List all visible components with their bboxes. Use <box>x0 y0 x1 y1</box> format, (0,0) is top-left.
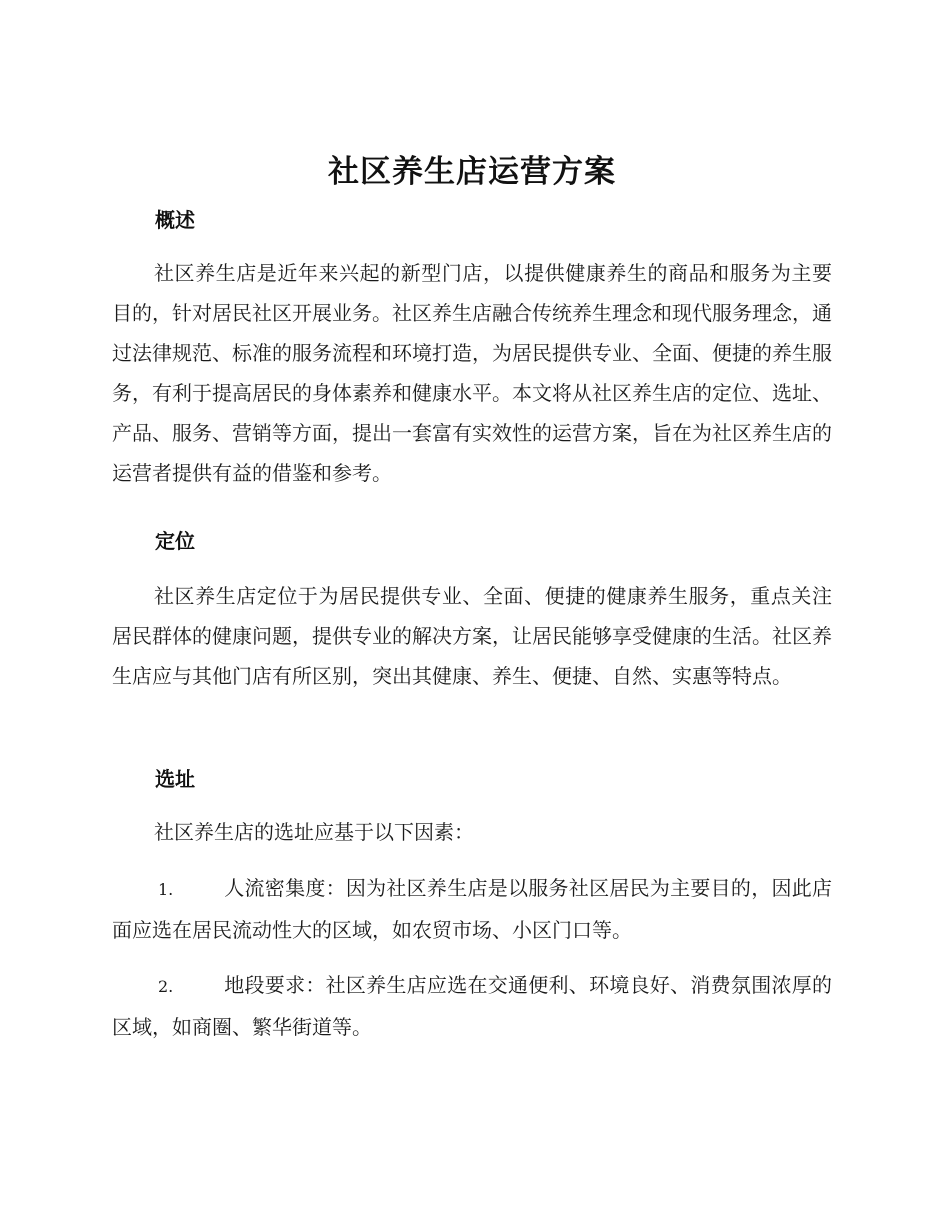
list-item-number: 2. <box>158 977 174 996</box>
list-item <box>112 965 832 1047</box>
list-item <box>112 868 832 950</box>
section-heading-overview: 概述 <box>155 208 195 232</box>
document-title: 社区养生店运营方案 <box>328 154 616 190</box>
section-paragraph-site-selection: 社区养生店的选址应基于以下因素： <box>154 820 474 844</box>
section-heading-positioning: 定位 <box>155 529 195 553</box>
section-heading-site-selection: 选址 <box>155 767 195 791</box>
section-paragraph-overview: 社区养生店是近年来兴起的新型门店，以提供健康养生的商品和服务为主要目的，针对居民社区开展业务。社区养生店融合传统养生理念和现代服务理念，通过法律规范、标准的服务流程和环境打造，为居民提供专业、全面、便捷的养生服务，有利于提高居民的身体素养和健康水平。本文将从社区养生店的定位、选址、产品、服务、营销等方面，提出一套富有实效性的运营方案，旨在为社区养生店的运营者提供有益的借鉴和参考。 <box>112 261 832 485</box>
list-item-number: 1. <box>158 880 174 899</box>
list-item-text: 地段要求：社区养生店应选在交通便利、环境良好、消费氛围浓厚的区域，如商圈、繁华街道等。 <box>112 973 832 1039</box>
list-item-text: 人流密集度：因为社区养生店是以服务社区居民为主要目的，因此店面应选在居民流动性大的区域，如农贸市场、小区门口等。 <box>112 876 832 942</box>
section-paragraph-positioning: 社区养生店定位于为居民提供专业、全面、便捷的健康养生服务，重点关注居民群体的健康问题，提供专业的解决方案，让居民能够享受健康的生活。社区养生店应与其他门店有所区别，突出其健康、养生、便捷、自然、实惠等特点。 <box>112 584 832 688</box>
